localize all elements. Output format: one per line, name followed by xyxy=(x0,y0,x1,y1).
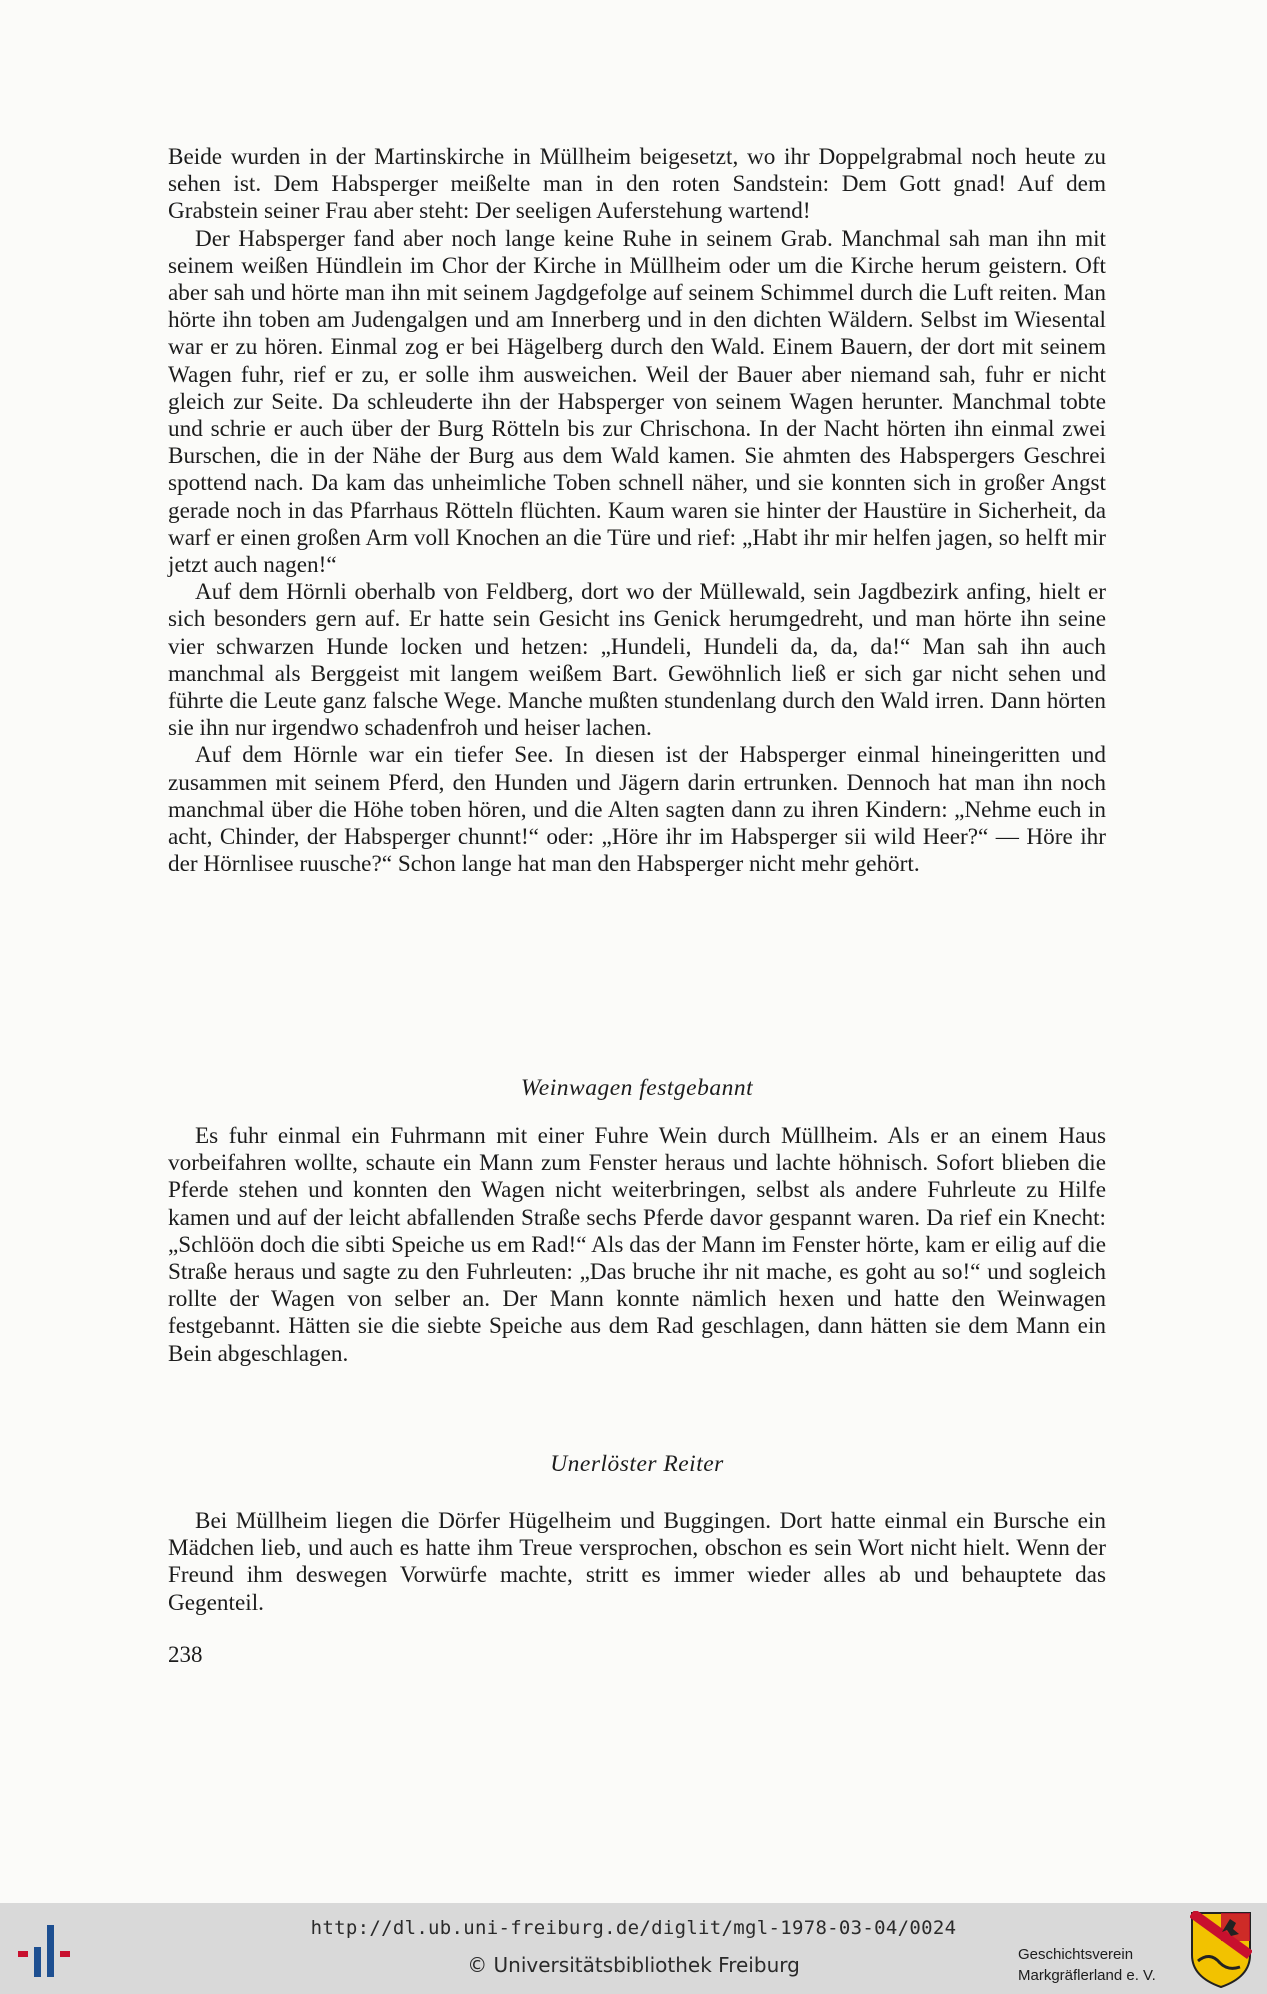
story-habsperger xyxy=(168,144,1106,878)
paragraph: Auf dem Hörnle war ein tiefer See. In diesen ist der Habsperger einmal hineingeritten und zusammen mit seinem Pferd, den Hunden und Jägern darin ertrunken. Dennoch hat man ihn noch manchmal über die Höhe toben hören, und die Alten sagten dann zu ihren Kindern: „Nehme euch in acht, Chinder, der Habsperger chunnt!“ oder: „Höre ihr im Habsperger sii wild Heer?“ — Höre ihr der Hörnlisee ruusche?“ Schon lange hat man den Habsperger nicht mehr gehört. xyxy=(168,742,1106,878)
copyright-text: © Universitätsbibliothek Freiburg xyxy=(467,1953,800,1977)
footer-bar xyxy=(0,1903,1267,1994)
document-url-link[interactable]: http://dl.ub.uni-freiburg.de/diglit/mgl-1978-03-04/0024 xyxy=(310,1917,957,1939)
paragraph: Beide wurden in der Martinskirche in Müllheim beigesetzt, wo ihr Doppelgrabmal noch heute zu sehen ist. Dem Habsperger meißelte man in den roten Sandstein: Dem Gott gnad! Auf dem Grabstein seiner Frau aber steht: Der seeligen Auferstehung wartend! xyxy=(168,144,1106,225)
section-heading: Unerlöster Reiter xyxy=(550,1451,724,1477)
society-name-line: Markgräflerland e. V. xyxy=(1018,1967,1156,1984)
paragraph: Bei Müllheim liegen die Dörfer Hügelheim und Buggingen. Dort hatte einmal ein Bursche ein Mädchen lieb, und auch es hatte ihm Treue versprochen, obschon es sein Wort nicht hielt. Wenn der Freund ihm deswegen Vorwürfe machte, stritt es immer wieder alles ab und behauptete das Gegenteil. xyxy=(168,1508,1106,1616)
paragraph: Es fuhr einmal ein Fuhrmann mit einer Fuhre Wein durch Müllheim. Als er an einem Haus vorbeifahren wollte, schaute ein Mann zum Fenster heraus und lachte höhnisch. Sofort blieben die Pferde stehen und konnten den Wagen nicht weiterbringen, selbst als andere Fuhrleute zu Hilfe kamen und auf der leicht abfallenden Straße sechs Pferde davor gespannt waren. Da rief ein Knecht: „Schlöön doch die sibti Speiche us em Rad!“ Als das der Mann im Fenster hörte, kam er eilig auf die Straße heraus und sagte zu den Fuhrleuten: „Das bruche ihr nit mache, es goht au so!“ und sogleich rollte der Wagen von selber an. Der Mann konnte nämlich hexen und hatte den Weinwagen festgebannt. Hätten sie die siebte Speiche aus dem Rad geschlagen, dann hätten sie dem Mann ein Bein abgeschlagen. xyxy=(168,1123,1106,1367)
society-name-line: Geschichtsverein xyxy=(1018,1946,1134,1963)
story-reiter xyxy=(168,1508,1106,1617)
paragraph: Der Habsperger fand aber noch lange keine Ruhe in seinem Grab. Manchmal sah man ihn mit seinem weißen Hündlein im Chor der Kirche in Müllheim oder um die Kirche herum geistern. Oft aber sah und hörte man ihn mit seinem Jagdgefolge auf seinem Schimmel durch die Luft reiten. Man hörte ihn toben am Judengalgen und am Innerberg und in den dichten Wäldern. Selbst im Wiesental war er zu hören. Einmal zog er bei Hägelberg durch den Wald. Einem Bauern, der dort mit seinem Wagen fuhr, rief er zu, er solle ihm ausweichen. Weil der Bauer aber niemand sah, fuhr er nicht gleich zur Seite. Da schleuderte ihn der Habsperger von seinem Wagen herunter. Manchmal tobte und schrie er auch über der Burg Rötteln bis zur Chrischona. In der Nacht hörten ihn einmal zwei Burschen, die in der Nähe der Burg aus dem Wald kamen. Sie ahmten des Habspergers Geschrei spottend nach. Da kam das unheimliche Toben schnell näher, und sie konnten sich in großer Angst gerade noch in das Pfarrhaus Rötteln flüchten. Kaum waren sie hinter der Haustüre in Sicherheit, da warf er einen großen Arm voll Knochen an die Türe und rief: „Habt ihr mir helfen jagen, so helft mir jetzt auch nagen!“ xyxy=(168,225,1106,579)
section-heading: Weinwagen festgebannt xyxy=(520,1075,754,1101)
paragraph: Auf dem Hörnli oberhalb von Feldberg, dort wo der Müllewald, sein Jagdbezirk anfing, hielt er sich besonders gern auf. Er hatte sein Gesicht ins Genick herumgedreht, und man hörte ihn seine vier schwarzen Hunde locken und hetzen: „Hundeli, Hundeli da, da, da!“ Man sah ihn auch manchmal als Berggeist mit langem weißem Bart. Gewöhnlich ließ er sich gar nicht sehen und führte die Leute ganz falsche Wege. Manche mußten stundenlang durch den Wald irren. Dann hörten sie ihn nur irgendwo schadenfroh und heiser lachen. xyxy=(168,579,1106,742)
page-number: 238 xyxy=(168,1642,203,1667)
story-weinwagen xyxy=(168,1123,1106,1368)
society-name xyxy=(1018,1944,1188,1986)
coat-of-arms-icon xyxy=(1190,1911,1252,1989)
